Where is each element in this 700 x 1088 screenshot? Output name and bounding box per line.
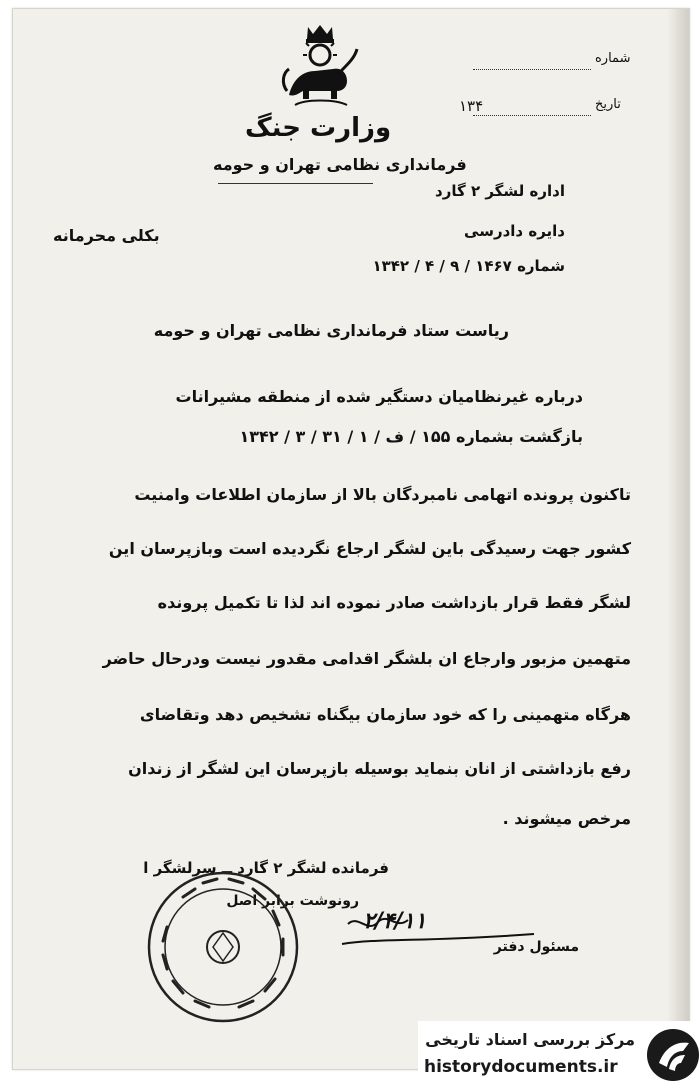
archive-url: historydocuments.ir	[424, 1057, 618, 1077]
handwritten-date: ۲/۴/۱۱	[363, 909, 427, 934]
body-line: متهمین مزبور وارجاع ان بلشگر اقدامی مقدور نیست ودرحال حاضر	[102, 649, 631, 668]
sender-office: اداره لشگر ۲ گارد	[435, 182, 565, 200]
page-edge-shadow	[667, 9, 689, 1069]
officer-line: مسئول دفتر	[493, 939, 579, 955]
number-field-line	[473, 69, 591, 70]
body-line: کشور جهت رسیدگی باین لشگر ارجاع نگردیده است وبازپرسان این	[108, 539, 631, 558]
body-line: هرگاه متهمینی را که خود سازمان بیگناه تشخیص دهد وتقاضای	[139, 705, 631, 724]
lion-and-sun-emblem	[275, 21, 365, 111]
command-subtitle: فرمانداری نظامی تهران و حومه	[213, 155, 467, 174]
archive-logo-icon	[645, 1027, 700, 1083]
body-line: لشگر فقط قرار بازداشت صادر نموده اند لذا تا تکمیل پرونده	[157, 593, 631, 612]
body-line: مرخص میشوند .	[502, 809, 631, 828]
signature-stroke	[338, 904, 538, 954]
document-page	[12, 8, 690, 1077]
date-field-line	[473, 115, 591, 116]
official-stamp	[143, 867, 303, 1027]
letter-reference-number: شماره ۱۴۶۷ / ۹ / ۴ / ۱۳۴۲	[372, 257, 565, 275]
sender-department: دایره دادرسی	[464, 222, 565, 240]
classification-label: بکلی محرمانه	[53, 226, 160, 245]
archive-name: مرکز بررسی اسناد تاریخی	[425, 1030, 635, 1049]
letterhead-rule	[218, 183, 373, 184]
ministry-title: وزارت جنگ	[245, 113, 392, 143]
body-line: رفع بازداشتی از انان بنماید بوسیله بازپرسان این لشگر از زندان	[128, 759, 631, 778]
body-line: تاکنون پرونده اتهامی نامبردگان بالا از سازمان اطلاعات وامنیت	[134, 485, 631, 504]
date-field-value: ۱۳۴	[459, 97, 484, 115]
recipient-line: ریاست ستاد فرمانداری نظامی تهران و حومه	[153, 321, 509, 340]
signatory-line: فرمانده لشگر ۲ گارد ــ سرلشگر ا	[143, 859, 389, 877]
copy-note: رونوشت برابر اصل	[226, 893, 359, 909]
date-field-label: تاریخ	[595, 97, 621, 112]
subject-line: درباره غیرنظامیان دستگیر شده از منطقه مشیرانات	[175, 387, 583, 406]
reference-line: بازگشت بشماره ۱۵۵ / ف / ۱ / ۳۱ / ۳ / ۱۳۴۲	[239, 427, 583, 446]
archive-watermark	[418, 1021, 700, 1088]
number-field-label: شماره	[595, 51, 631, 66]
